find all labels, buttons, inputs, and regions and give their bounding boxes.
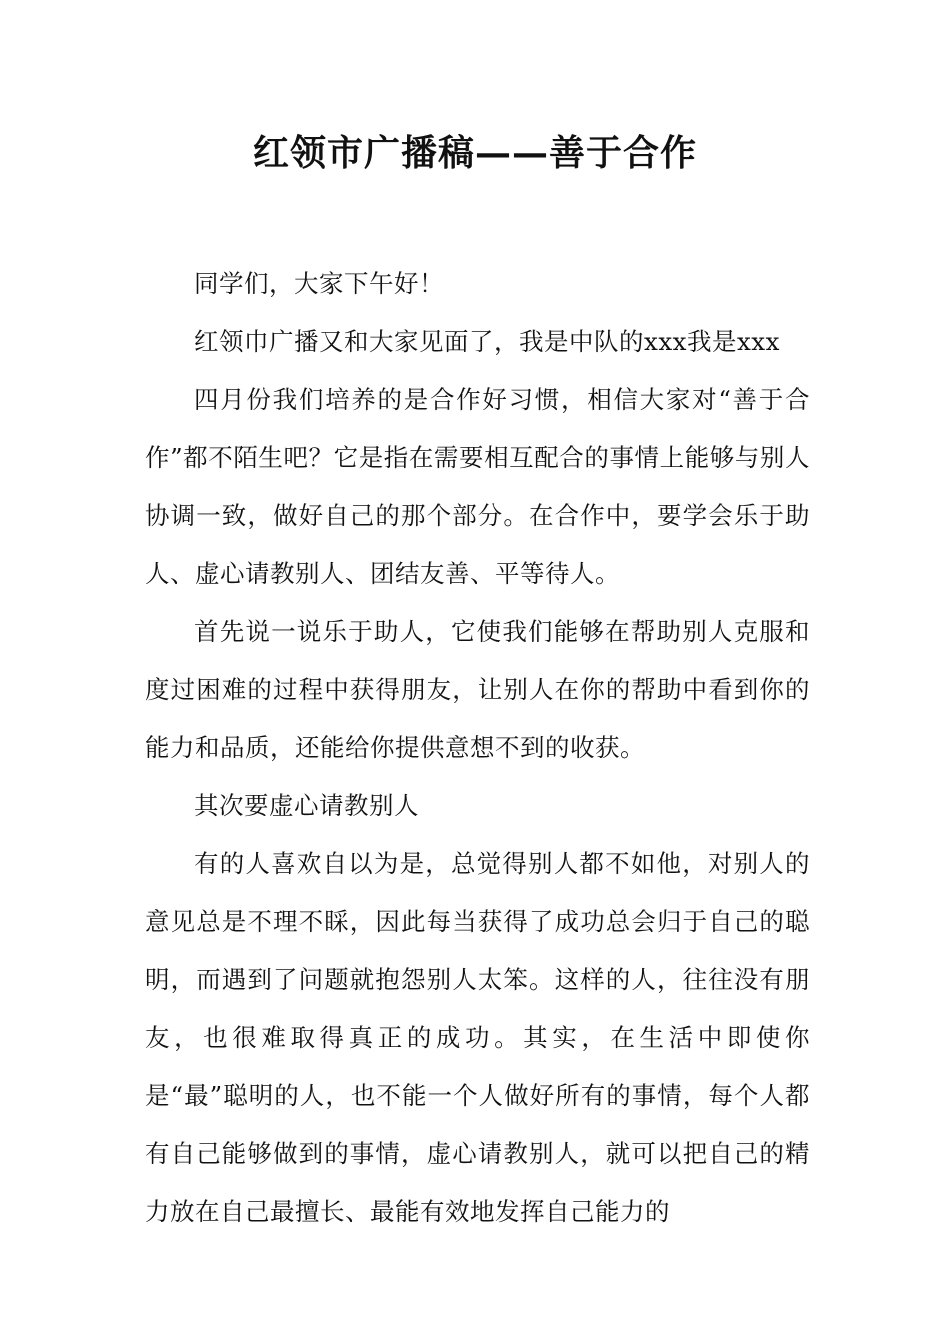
document-title: 红领市广播稿——善于合作	[252, 132, 697, 174]
paragraph-greeting: 同学们，大家下午好！	[194, 269, 444, 298]
paragraph-introduction: 红领巾广播又和大家见面了，我是中队的xxx我是xxx	[194, 327, 780, 356]
paragraph-ask-humbly-body: 有的人喜欢自以为是，总觉得别人都不如他，对别人的意见总是不理不睬，因此每当获得了成功总会归于自己的聪明，而遇到了问题就抱怨别人太笨。这样的人，往往没有朋友，也很难取得真正的成功。其实，在生活中即使你是“最”聪明的人，也不能一个人做好所有的事情，每个人都有自己能够做到的事情，虚心请教别人，就可以把自己的精力放在自己最擅长、最能有效地发挥自己能力的	[145, 849, 810, 1226]
paragraph-ask-humbly-heading: 其次要虚心请教别人	[194, 791, 419, 820]
document-body	[145, 255, 810, 1241]
paragraph-helping-others: 首先说一说乐于助人，它使我们能够在帮助别人克服和度过困难的过程中获得朋友，让别人在你的帮助中看到你的能力和品质，还能给你提供意想不到的收获。	[145, 617, 810, 762]
paragraph-cooperation-habit: 四月份我们培养的是合作好习惯，相信大家对“善于合作”都不陌生吧？它是指在需要相互配合的事情上能够与别人协调一致，做好自己的那个部分。在合作中，要学会乐于助人、虚心请教别人、团结友善、平等待人。	[145, 385, 810, 588]
